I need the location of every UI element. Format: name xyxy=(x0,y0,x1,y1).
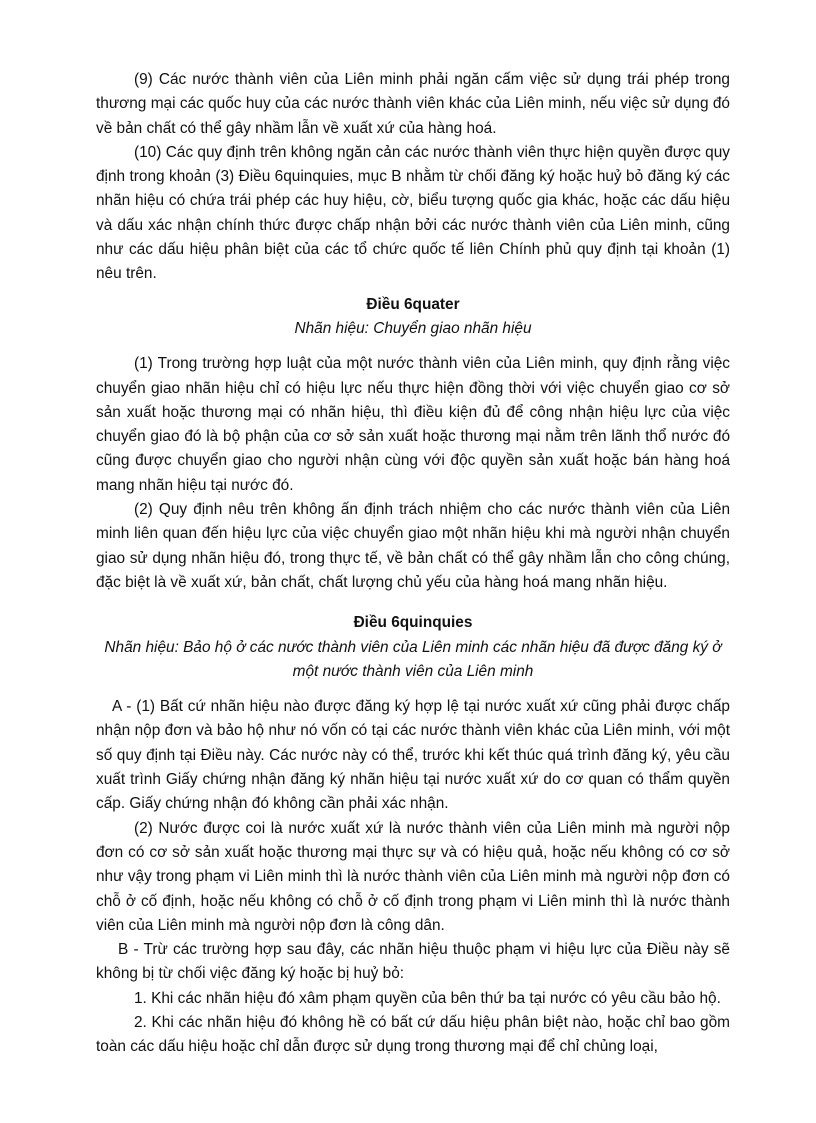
paragraph-9: (9) Các nước thành viên của Liên minh phải ngăn cấm việc sử dụng trái phép trong thương mại các quốc huy của các nước thành viên khác của Liên minh, nếu việc sử dụng đó về bản chất có thể gây nhầm lẫn về xuất xứ của hàng hoá. xyxy=(96,71,730,137)
article-6quater-subtitle: Nhãn hiệu: Chuyển giao nhãn hiệu xyxy=(294,319,532,337)
article-6quater-title: Điều 6quater xyxy=(366,295,460,313)
article-6quater-clause-1: (1) Trong trường hợp luật của một nước thành viên của Liên minh, quy định rằng việc chuyển giao nhãn hiệu chỉ có hiệu lực nếu thực hiện đồng thời với việc chuyển giao cơ sở sản xuất hoặc thương mại có nhãn hiệu, thì điều kiện đủ để công nhận hiệu lực của việc chuyển giao đó là bộ phận của cơ sở sản xuất hoặc thương mại nằm trên lãnh thổ nước đó cũng được chuyển giao cho người nhận cùng với độc quyền sản xuất hoặc bán hàng hoá mang nhãn hiệu tại nước đó. xyxy=(96,355,730,494)
article-6quinquies-section-b-intro: B - Trừ các trường hợp sau đây, các nhãn hiệu thuộc phạm vi hiệu lực của Điều này sẽ không bị từ chối việc đăng ký hoặc bị huỷ bỏ: xyxy=(96,941,730,983)
article-6quinquies-section-b-2: 2. Khi các nhãn hiệu đó không hề có bất cứ dấu hiệu phân biệt nào, hoặc chỉ bao gồm toàn các dấu hiệu hoặc chỉ dẫn được sử dụng trong thương mại để chỉ chủng loại, xyxy=(96,1013,730,1056)
article-6quater-clause-2: (2) Quy định nêu trên không ấn định trách nhiệm cho các nước thành viên của Liên minh liên quan đến hiệu lực của việc chuyển giao một nhãn hiệu khi mà người nhận chuyển giao sử dụng nhãn hiệu đó, trong thực tế, về bản chất có thể gây nhầm lẫn cho công chúng, đặc biệt là về xuất xứ, bản chất, chất lượng chủ yếu của hàng hoá mang nhãn hiệu. xyxy=(96,501,730,591)
article-6quinquies-section-b-1: 1. Khi các nhãn hiệu đó xâm phạm quyền của bên thứ ba tại nước có yêu cầu bảo hộ. xyxy=(134,989,721,1007)
article-6quinquies-section-a-1: A - (1) Bất cứ nhãn hiệu nào được đăng ký hợp lệ tại nước xuất xứ cũng phải được chấp nhận nộp đơn và bảo hộ như nó vốn có tại các nước thành viên khác của Liên minh, với một số quy định tại Điều này. Các nước này có thể, trước khi kết thúc quá trình đăng ký, yêu cầu xuất trình Giấy chứng nhận đăng ký nhãn hiệu tại nước xuất xứ do cơ quan có thẩm quyền cấp. Giấy chứng nhận đó không cần phải xác nhận. xyxy=(96,698,730,813)
article-6quinquies-title: Điều 6quinquies xyxy=(353,614,473,632)
article-6quinquies-subtitle: Nhãn hiệu: Bảo hộ ở các nước thành viên của Liên minh các nhãn hiệu đã được đăng ký ở một nước thành viên của Liên minh xyxy=(104,638,722,680)
paragraph-10: (10) Các quy định trên không ngăn cản các nước thành viên thực hiện quyền được quy định trong khoản (3) Điều 6quinquies, mục B nhằm từ chối đăng ký hoặc huỷ bỏ đăng ký các nhãn hiệu có chứa trái phép các huy hiệu, cờ, biểu tượng quốc gia khác, hoặc các dấu hiệu và dấu xác nhận chính thức được chấp nhận bởi các nước thành viên của Liên minh, cũng như các dấu hiệu phân biệt của các tổ chức quốc tế liên Chính phủ quy định tại khoản (1) nêu trên. xyxy=(96,143,730,283)
article-6quinquies-section-a-2: (2) Nước được coi là nước xuất xứ là nước thành viên của Liên minh mà người nộp đơn có cơ sở sản xuất hoặc thương mại thực sự và có hiệu quả, hoặc nếu không có cơ sở như vậy trong phạm vi Liên minh thì là nước thành viên của Liên minh mà người nộp đơn có chỗ ở cố định, hoặc nếu không có chỗ ở cố định trong phạm vi Liên minh thì là nước thành viên của Liên minh mà người nộp đơn là công dân. xyxy=(96,819,730,934)
